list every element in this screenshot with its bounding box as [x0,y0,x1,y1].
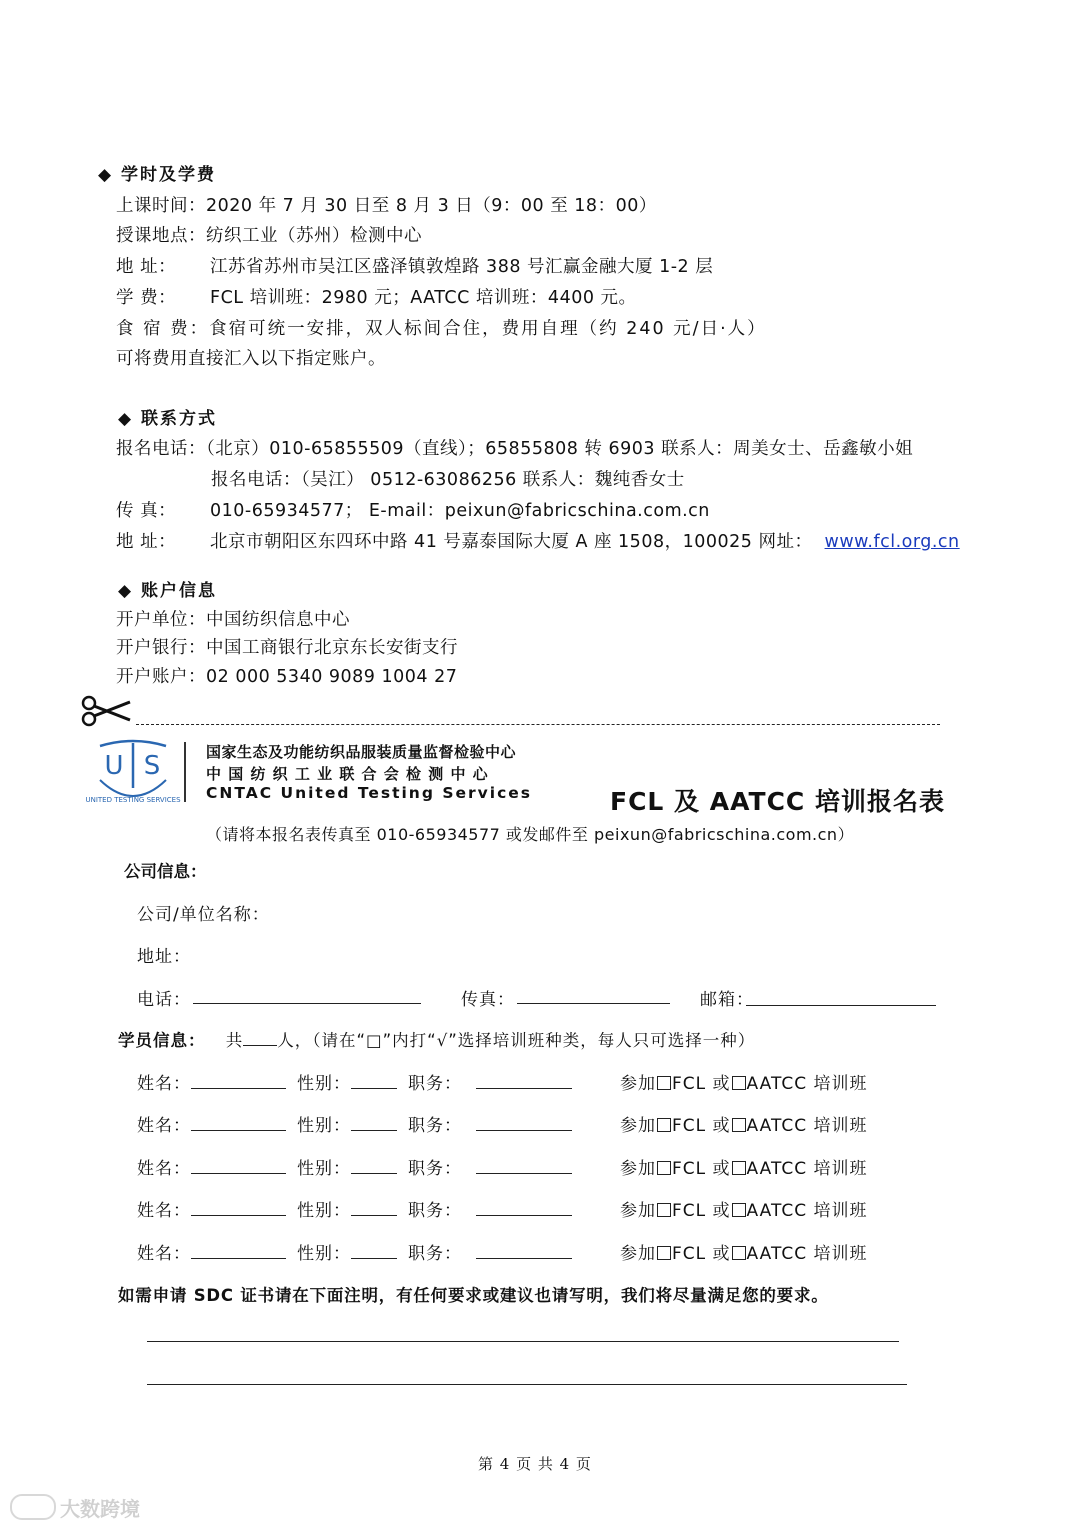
signup-phone-value: （北京）010-65855509（直线）；65855808 转 6903 联系人：周美女士、岳鑫敏小姐 [206,439,914,459]
student-title-field[interactable] [476,1215,572,1216]
fax-label: 传 真： [116,501,177,521]
fcl-checkbox[interactable] [657,1161,671,1175]
student-title-label: 职务： [408,1159,462,1179]
student-row [137,1111,867,1136]
account-unit-value: 中国纺织信息中心 [206,610,350,630]
student-join-label: 参加 [620,1201,656,1221]
aatcc-checkbox[interactable] [732,1076,746,1090]
student-title-field[interactable] [476,1258,572,1259]
student-row [137,1154,867,1179]
account-bank-label: 开户银行： [116,638,206,658]
lodging-label: 食 宿 费： [116,319,210,339]
website-link[interactable]: www.fcl.org.cn [824,532,960,552]
scissors-icon [80,694,132,732]
student-count-post: 人，（请在“□”内打“√”选择培训班种类，每人只可选择一种） [277,1031,756,1050]
student-join-label: 参加 [620,1159,656,1179]
lodging-row [116,315,767,340]
office-address-row [116,528,960,553]
diamond-bullet-icon: ◆ [98,165,114,185]
student-gender-field[interactable] [351,1088,397,1089]
company-phone-field[interactable] [193,1003,421,1004]
aatcc-checkbox[interactable] [732,1203,746,1217]
aatcc-option-label: AATCC 培训班 [746,1244,868,1264]
section-contact-heading: ◆ 联系方式 [118,409,217,429]
company-fax-label: 传真： [461,990,515,1010]
student-gender-field[interactable] [351,1258,397,1259]
company-info-heading: 公司信息： [124,862,207,881]
fcl-option-label: FCL 或 [672,1116,731,1136]
student-row [137,1069,867,1094]
section-fees-heading: ◆ 学时及学费 [98,165,216,185]
student-name-field[interactable] [191,1130,286,1131]
student-gender-field[interactable] [351,1215,397,1216]
student-gender-label: 性别： [297,1116,351,1136]
aatcc-option-label: AATCC 培训班 [746,1201,868,1221]
venue-address-value: 江苏省苏州市吴江区盛泽镇敦煌路 388 号汇赢金融大厦 1-2 层 [210,257,714,277]
account-number-value: 02 000 5340 9089 1004 27 [206,667,458,687]
student-gender-field[interactable] [351,1173,397,1174]
student-name-field[interactable] [191,1088,286,1089]
student-count-field[interactable] [243,1045,277,1046]
fcl-checkbox[interactable] [657,1118,671,1132]
venue-row [116,222,422,247]
fcl-checkbox[interactable] [657,1076,671,1090]
class-time-label: 上课时间： [116,196,206,216]
company-email-field[interactable] [746,1005,936,1006]
lodging-value: 食宿可统一安排，双人标间合住，费用自理（约 240 元/日·人） [209,319,767,339]
company-name-label: 公司/单位名称： [137,905,270,925]
student-gender-label: 性别： [297,1159,351,1179]
office-address-value: 北京市朝阳区东四环中路 41 号嘉泰国际大厦 A 座 1508，100025 网址： [210,532,813,552]
student-name-field[interactable] [191,1258,286,1259]
venue-address-row [116,253,713,278]
student-gender-field[interactable] [351,1130,397,1131]
student-gender-label: 性别： [297,1074,351,1094]
transfer-note: 可将费用直接汇入以下指定账户。 [116,349,386,369]
fcl-option-label: FCL 或 [672,1159,731,1179]
fcl-option-label: FCL 或 [672,1244,731,1264]
student-title-field[interactable] [476,1088,572,1089]
fcl-option-label: FCL 或 [672,1201,731,1221]
student-join-label: 参加 [620,1074,656,1094]
student-name-label: 姓名： [137,1201,191,1221]
class-time-row [116,192,657,217]
student-info-heading: 学员信息： [118,1031,206,1050]
student-title-label: 职务： [408,1074,462,1094]
svg-text:UNITED TESTING SERVICES: UNITED TESTING SERVICES [85,796,181,804]
page-number: 第 4 页 共 4 页 [478,1455,592,1473]
fcl-option-label: FCL 或 [672,1074,731,1094]
student-name-label: 姓名： [137,1074,191,1094]
student-name-label: 姓名： [137,1159,191,1179]
signup-phone-label: 报名电话： [116,439,206,459]
section-account-heading: ◆ 账户信息 [118,581,217,601]
student-count-pre: 共 [225,1031,244,1050]
aatcc-option-label: AATCC 培训班 [746,1116,868,1136]
student-name-field[interactable] [191,1173,286,1174]
venue-address-label: 地 址： [116,257,177,277]
org-name-line1: 国家生态及功能纺织品服装质量监督检验中心 [206,743,517,761]
aatcc-option-label: AATCC 培训班 [746,1159,868,1179]
student-name-field[interactable] [191,1215,286,1216]
diamond-bullet-icon: ◆ [118,409,134,429]
student-title-label: 职务： [408,1201,462,1221]
student-row [137,1196,867,1221]
remarks-line-1[interactable] [147,1341,899,1342]
company-address-label: 地址： [137,947,191,967]
student-row [137,1239,867,1264]
org-name-line3: CNTAC United Testing Services [206,784,532,802]
company-phone-label: 电话： [137,990,191,1010]
watermark: 大数跨境 [10,1493,140,1522]
tuition-row [116,284,637,309]
remarks-line-2[interactable] [147,1384,907,1385]
account-bank-row [116,634,458,659]
company-name-field[interactable] [280,900,880,922]
student-info-row [118,1027,755,1051]
student-title-field[interactable] [476,1173,572,1174]
company-email-label: 邮箱： [700,990,754,1010]
student-gender-label: 性别： [297,1244,351,1264]
form-subtitle: （请将本报名表传真至 010-65934577 或发邮件至 peixun@fabricschina.com.cn） [206,825,855,844]
sdc-note: 如需申请 SDC 证书请在下面注明，有任何要求或建议也请写明，我们将尽量满足您的要求。 [118,1286,829,1305]
tuition-value: FCL 培训班：2980 元；AATCC 培训班：4400 元。 [210,288,637,308]
fax-email-value: 010-65934577； E-mail：peixun@fabricschina.com.cn [210,501,710,521]
fcl-checkbox[interactable] [657,1246,671,1260]
account-number-label: 开户账户： [116,667,206,687]
student-join-label: 参加 [620,1244,656,1264]
venue-label: 授课地点： [116,226,206,246]
aatcc-option-label: AATCC 培训班 [746,1074,868,1094]
account-unit-row [116,606,350,631]
company-address-field[interactable] [195,942,875,964]
student-join-label: 参加 [620,1116,656,1136]
aatcc-checkbox[interactable] [732,1161,746,1175]
student-name-label: 姓名： [137,1116,191,1136]
venue-value: 纺织工业（苏州）检测中心 [206,226,422,246]
signup-phone-wujiang: 报名电话：（吴江） 0512-63086256 联系人：魏纯香女士 [211,470,685,490]
fax-email-row [116,497,710,522]
signup-phone-row [116,435,913,460]
tuition-label: 学 费： [116,288,177,308]
account-unit-label: 开户单位： [116,610,206,630]
svg-text:U: U [104,751,124,781]
aatcc-checkbox[interactable] [732,1118,746,1132]
cut-line [136,724,940,725]
account-number-row [116,663,457,688]
diamond-bullet-icon: ◆ [118,581,134,601]
account-bank-value: 中国工商银行北京东长安街支行 [206,638,458,658]
class-time-value: 2020 年 7 月 30 日至 8 月 3 日（9：00 至 18：00） [206,196,657,216]
student-gender-label: 性别： [297,1201,351,1221]
company-fax-field[interactable] [517,1003,670,1004]
watermark-logo-icon [10,1494,56,1520]
form-title: FCL 及 AATCC 培训报名表 [610,787,945,816]
uts-logo [85,738,181,816]
student-title-field[interactable] [476,1130,572,1131]
fcl-checkbox[interactable] [657,1203,671,1217]
svg-text:S: S [143,751,161,781]
student-title-label: 职务： [408,1244,462,1264]
office-address-label: 地 址： [116,532,177,552]
aatcc-checkbox[interactable] [732,1246,746,1260]
student-name-label: 姓名： [137,1244,191,1264]
student-title-label: 职务： [408,1116,462,1136]
org-name-line2: 中 国 纺 织 工 业 联 合 会 检 测 中 心 [206,765,489,783]
logo-divider [184,742,186,802]
